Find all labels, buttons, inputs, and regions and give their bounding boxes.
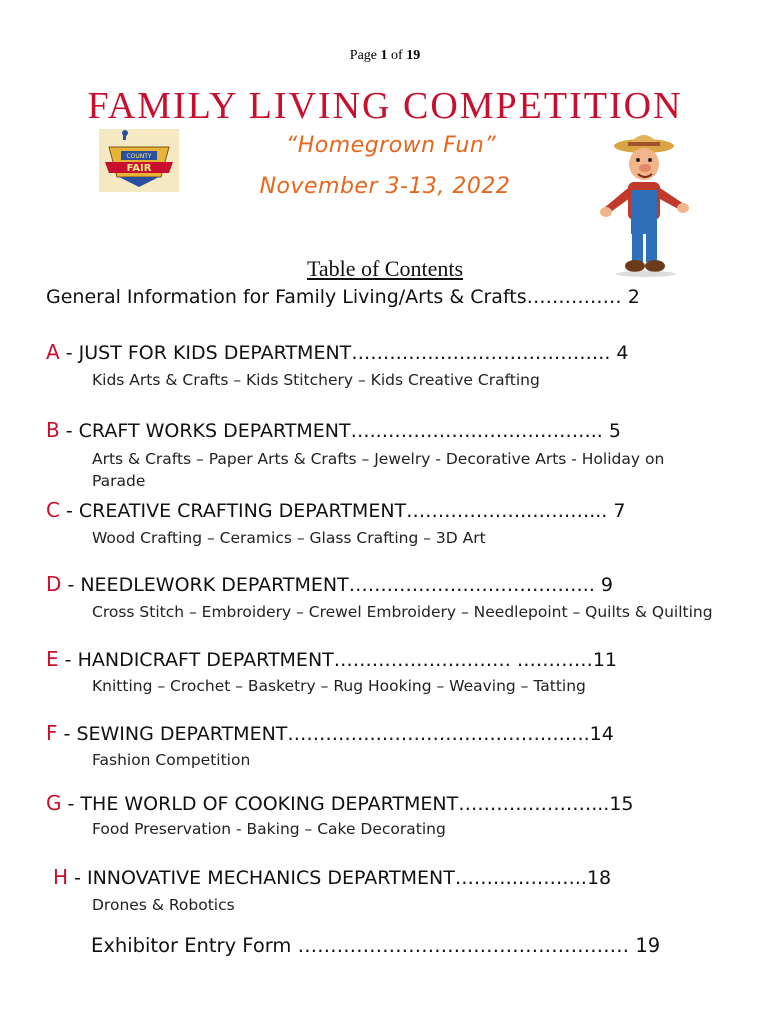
section-letter: F [46,721,58,745]
toc-entry-c-description: Wood Crafting – Ceramics – Glass Crafting – 3D Art [92,529,486,547]
toc-entry-b [46,418,621,442]
toc-entry-f-description: Fashion Competition [92,751,251,769]
section-letter: E [46,647,59,671]
section-letter: A [46,340,60,364]
svg-text:FAIR: FAIR [126,163,152,174]
toc-heading: Table of Contents [306,256,464,281]
toc-entry-a [46,340,628,364]
section-heading: - SEWING DEPARTMENT…………..……………….……….…..14 [57,723,614,745]
toc-entry-b-description: Arts & Crafts – Paper Arts & Crafts – Jewelry - Decorative Arts - Holiday on Parade [92,450,665,490]
toc-entry-general-information: General Information for Family Living/Arts & Crafts…………… 2 [46,286,640,308]
section-heading: - HANDICRAFT DEPARTMENT………………………. …………11 [58,649,618,671]
svg-text:COUNTY: COUNTY [126,153,152,160]
toc-entry-g-description: Food Preservation - Baking – Cake Decorating [92,820,446,838]
toc-entry-h [53,865,611,889]
page-number: Page 1 of 19 [349,48,421,63]
section-heading: - CREATIVE CRAFTING DEPARTMENT………………..………... 7 [59,500,626,522]
toc-entry-exhibitor-entry-form: Exhibitor Entry Form …………………………………………… 19 [91,934,661,957]
toc-entry-d [46,572,613,596]
section-heading: - CRAFT WORKS DEPARTMENT…..…………………………….. 5 [59,420,621,442]
section-heading: - JUST FOR KIDS DEPARTMENT………………………………….. 4 [59,342,629,364]
section-letter: H [53,865,69,889]
theme-subtitle: “Homegrown Fun” [285,133,497,158]
toc-entry-e [46,647,617,671]
toc-entry-c [46,498,625,522]
toc-entry-a-description: Kids Arts & Crafts – Kids Stitchery – Kids Creative Crafting [92,371,540,389]
section-letter: B [46,418,60,442]
section-heading: - THE WORLD OF COOKING DEPARTMENT…………………...15 [61,793,634,815]
toc-entry-f [46,721,614,745]
section-heading: - NEEDLEWORK DEPARTMENT…….………………………….. 9 [61,574,613,596]
event-dates: November 3-13, 2022 [259,174,511,199]
section-letter: D [46,572,62,596]
section-letter: G [46,791,62,815]
document-title: FAMILY LIVING COMPETITION [87,85,683,127]
toc-entry-d-description: Cross Stitch – Embroidery – Crewel Embroidery – Needlepoint – Quilts & Quilting [92,603,713,621]
section-letter: C [46,498,60,522]
toc-entry-h-description: Drones & Robotics [92,896,235,914]
toc-entry-g [46,791,634,815]
section-heading: - INNOVATIVE MECHANICS DEPARTMENT……….………..18 [68,867,612,889]
toc-entry-e-description: Knitting – Crochet – Basketry – Rug Hooking – Weaving – Tatting [92,677,586,695]
